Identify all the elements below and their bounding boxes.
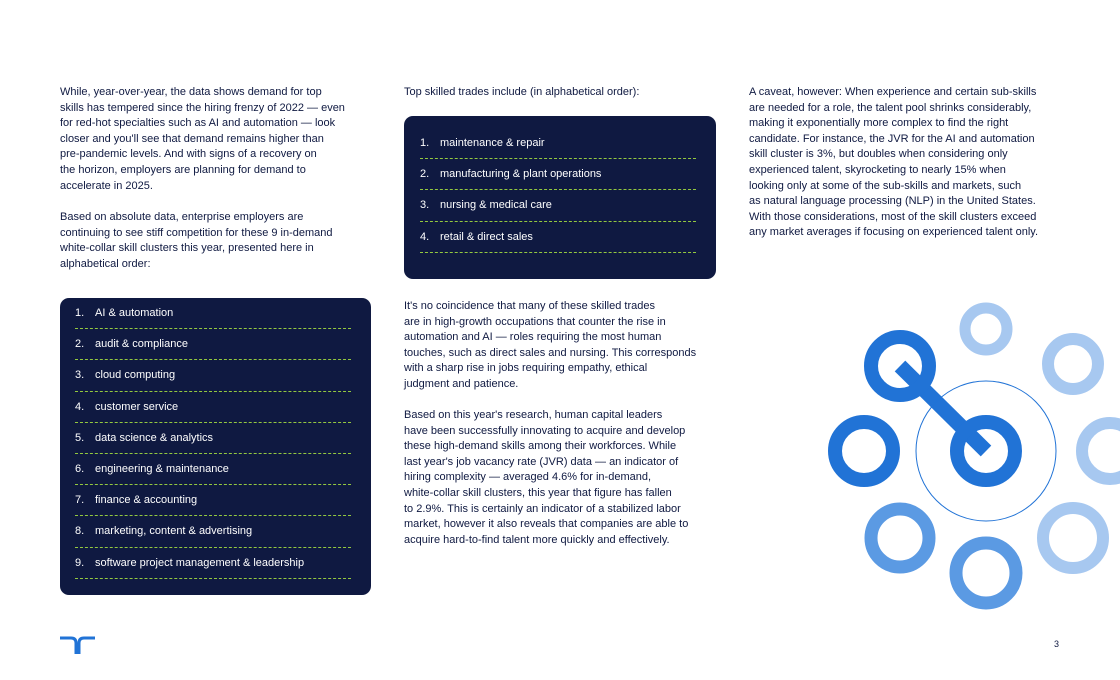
list-item-label: marketing, content & advertising [95, 525, 253, 538]
page-number: 3 [1054, 639, 1060, 649]
list-item-number: 4. [75, 400, 85, 413]
list-item-label: finance & accounting [95, 494, 198, 507]
list-item [75, 329, 351, 360]
list-item-number: 3. [75, 369, 85, 382]
list-item [75, 423, 351, 454]
list-item [75, 454, 351, 485]
skilled-trades-list [420, 128, 696, 253]
list-item [75, 360, 351, 391]
list-item [420, 128, 696, 159]
list-item-number: 8. [75, 525, 85, 538]
list-item-label: manufacturing & plant operations [440, 168, 602, 181]
list-item [420, 159, 696, 190]
intro-paragraph: While, year-over-year, the data shows demand for top skills has tempered since the hiring frenzy of 2022 — even for red-hot specialties such as AI and automation — look closer and you'll see that demand remains higher than pre-pandemic levels. And with signs of a recovery on the horizon, employers are planning for demand to accelerate in 2025. [60, 86, 345, 192]
ring-left [835, 422, 893, 480]
skilled-trades-intro: Top skilled trades include (in alphabetical order): [404, 86, 640, 98]
list-item-label: AI & automation [95, 307, 174, 320]
ring-top [965, 308, 1007, 350]
list-item-label: customer service [95, 400, 179, 413]
list-item-number: 2. [75, 338, 85, 351]
caveat-paragraph: A caveat, however: When experience and certain sub-skills are needed for a role, the talent pool shrinks considerably, making it exponentially more complex to find the right candidate. For instance, the JVR for the AI and automation skill cluster is 3%, but doubles when considering only experienced talent, skyrocketing to nearly 15% when looking only at some of the sub-skills and markets, such as natural language processing (NLP) in the United States. With those considerations, most of the skill clusters exceed any market averages if focusing on experienced talent only. [749, 86, 1039, 239]
skill-clusters-list [75, 298, 351, 579]
list-item-label: maintenance & repair [440, 137, 545, 150]
list-item-number: 1. [420, 137, 430, 150]
list-item-number: 2. [420, 168, 430, 181]
list-item [420, 222, 696, 253]
ring-upper-right [1048, 339, 1098, 389]
list-item [420, 190, 696, 221]
connector-line [900, 366, 986, 451]
list-item-label: retail & direct sales [440, 230, 533, 243]
skilled-trades-panel [404, 116, 716, 279]
list-item-label: engineering & maintenance [95, 463, 229, 476]
skill-clusters-intro: Based on absolute data, enterprise employers are continuing to see stiff competition for these 9 in-demand white-collar skill clusters this year, presented here in alphabetical order: [60, 211, 333, 270]
list-item-number: 6. [75, 463, 85, 476]
ring-right [1082, 423, 1120, 479]
list-item [75, 392, 351, 423]
list-item-number: 9. [75, 556, 85, 569]
network-rings-graphic [820, 296, 1120, 616]
list-item-label: audit & compliance [95, 338, 188, 351]
list-item-number: 1. [75, 307, 85, 320]
list-item-label: nursing & medical care [440, 199, 552, 212]
randstad-logo-icon [60, 636, 96, 654]
ring-bottom [956, 543, 1016, 603]
research-paragraph: Based on this year's research, human capital leaders have been successfully innovating to acquire and develop these high-demand skills among their workforces. While last year's job vacancy rate (JVR) data — an indicator of hiring complexity — averaged 4.6% for in-demand, white-collar skill clusters, this year that figure has fallen to 2.9%. This is certainly an indicator of a stabilized labor market, however it also reveals that companies are able to acquire hard-to-find talent more quickly and effectively. [404, 409, 689, 546]
list-item-label: cloud computing [95, 369, 176, 382]
ring-lower-left [871, 509, 929, 567]
list-item-number: 7. [75, 494, 85, 507]
skill-clusters-panel [60, 298, 371, 595]
list-item [75, 516, 351, 547]
list-item-label: software project management & leadership [95, 556, 305, 569]
list-item [75, 548, 351, 579]
ring-lower-right [1043, 508, 1103, 568]
list-item-number: 5. [75, 431, 85, 444]
list-item [75, 485, 351, 516]
list-item-number: 4. [420, 230, 430, 243]
list-item [75, 298, 351, 329]
list-item-number: 3. [420, 199, 430, 212]
coincidence-paragraph: It's no coincidence that many of these skilled trades are in high-growth occupations that counter the rise in automation and AI — roles requiring the most human touches, such as direct sales and nursing. This corresponds with a sharp rise in jobs requiring empathy, ethical judgment and patience. [404, 300, 697, 390]
list-item-label: data science & analytics [95, 431, 214, 444]
